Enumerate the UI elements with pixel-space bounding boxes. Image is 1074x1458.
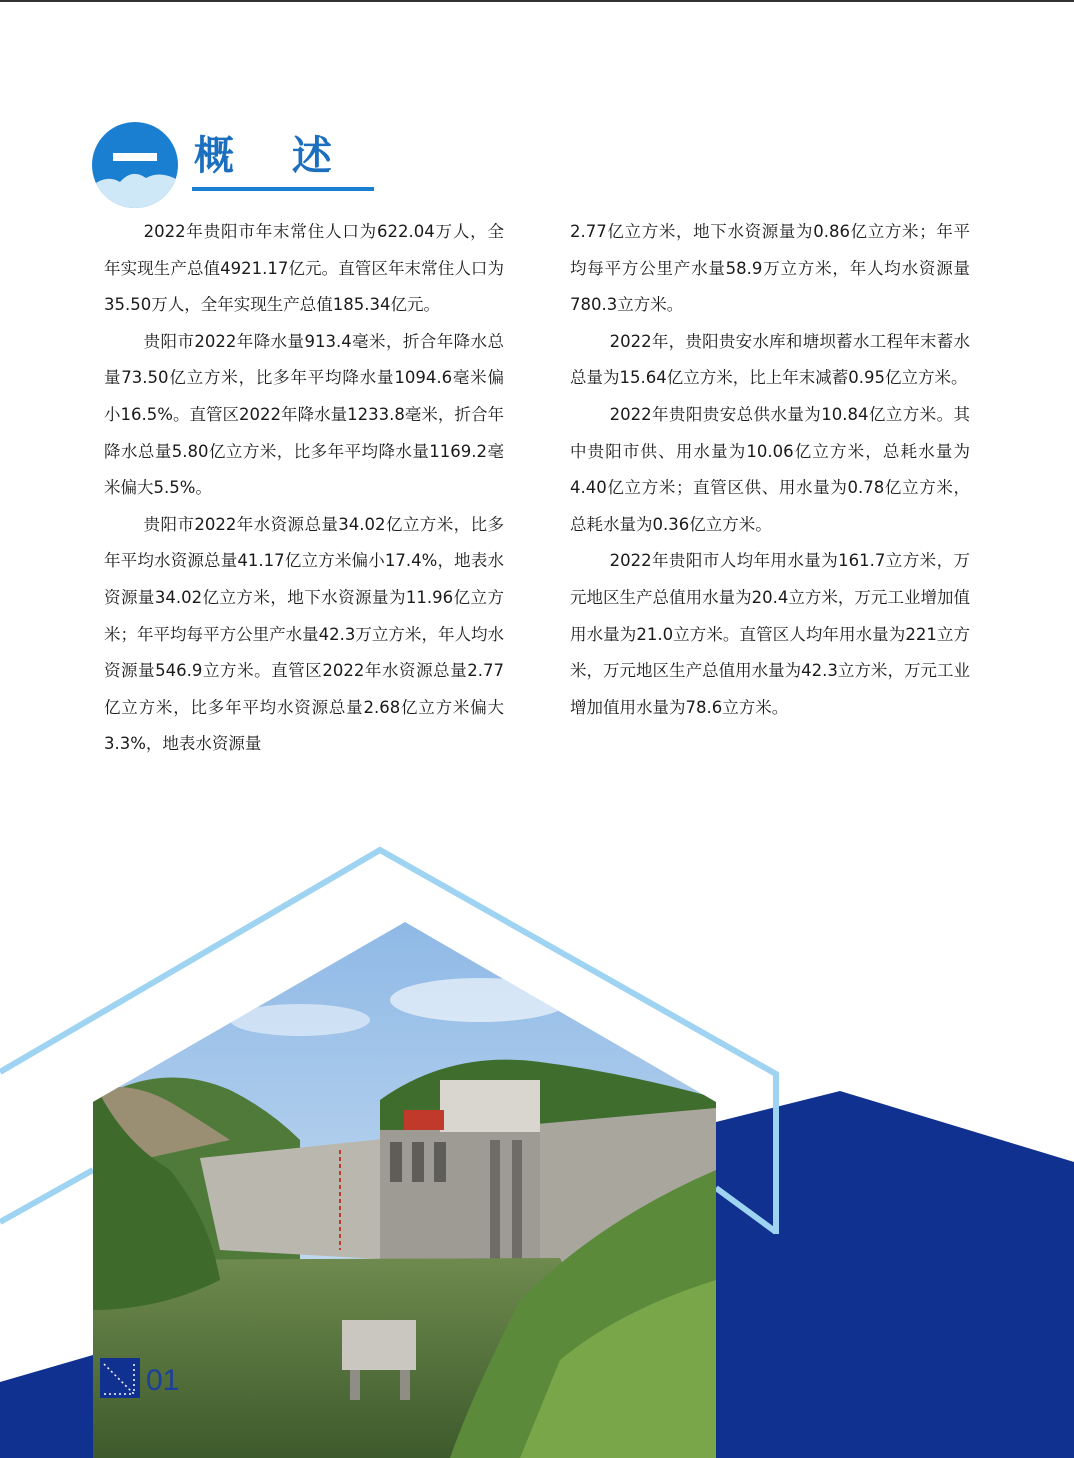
- title-underline: [192, 187, 374, 191]
- top-rule: [0, 0, 1074, 2]
- section-title: 概 述: [194, 133, 354, 179]
- right-text-column: [570, 214, 970, 726]
- paragraph: 贵阳市2022年水资源总量34.02亿立方米，比多年平均水资源总量41.17亿立方米偏小17.4%，地表水资源量34.02亿立方米，地下水资源量为11.96亿立方米；年平均每平方公里产水量42.3万立方米，年人均水资源量546.9立方米。直管区2022年水资源总量2.77亿立方米，比多年平均水资源总量2.68亿立方米偏大3.3%，地表水资源量: [104, 514, 504, 754]
- page-corner-icon: [100, 1358, 140, 1398]
- paragraph: 2022年贵阳贵安总供水量为10.84亿立方米。其中贵阳市供、用水量为10.06亿立方米，总耗水量为4.40亿立方米；直管区供、用水量为0.78亿立方米，总耗水量为0.36亿立方米。: [570, 404, 970, 534]
- paragraph: 2022年，贵阳贵安水库和塘坝蓄水工程年末蓄水总量为15.64亿立方米，比上年末减蓄0.95亿立方米。: [570, 331, 970, 388]
- navy-shape-right: [716, 1091, 1074, 1458]
- section-number-one-glyph: [92, 122, 178, 192]
- paragraph-continuation: 2.77亿立方米，地下水资源量为0.86亿立方米；年平均每平方公里产水量58.9万立方米，年人均水资源量780.3立方米。: [570, 222, 970, 315]
- dam-photo: [93, 922, 716, 1458]
- section-number-badge: [92, 122, 178, 208]
- paragraph: 2022年贵阳市年末常住人口为622.04万人，全年实现生产总值4921.17亿元。直管区年末常住人口为35.50万人，全年实现生产总值185.34亿元。: [104, 222, 504, 315]
- paragraph: 贵阳市2022年降水量913.4毫米，折合年降水总量73.50亿立方米，比多年平均降水量1094.6毫米偏小16.5%。直管区2022年降水量1233.8毫米，折合年降水总量5.80亿立方米，比多年平均降水量1169.2毫米偏大5.5%。: [104, 331, 504, 498]
- hex-outline-left: [0, 1170, 93, 1222]
- navy-shape-left: [0, 1355, 93, 1458]
- paragraph: 2022年贵阳市人均年用水量为161.7立方米，万元地区生产总值用水量为20.4立方米，万元工业增加值用水量为21.0立方米。直管区人均年用水量为221立方米，万元地区生产总值用水量为42.3立方米，万元工业增加值用水量为78.6立方米。: [570, 551, 970, 717]
- page-number: 01: [146, 1364, 180, 1397]
- left-text-column: [104, 214, 504, 763]
